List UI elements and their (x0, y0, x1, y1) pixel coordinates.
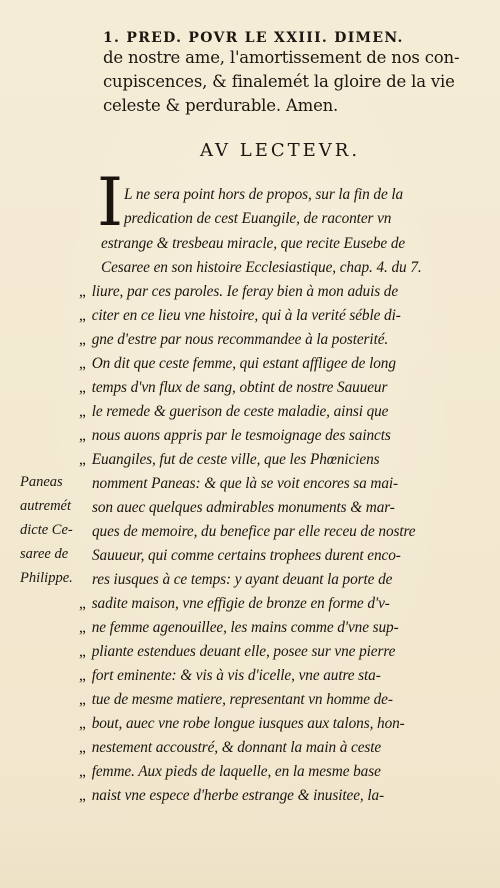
quote-mark: „ (79, 739, 86, 756)
quote-mark: „ (79, 763, 86, 780)
text-line-content: ne femme agenouillee, les mains comme d'vne sup- (91, 619, 399, 636)
closing-line: de nostre ame, l'amortissement de nos con- (103, 48, 460, 67)
text-line-content: femme. Aux pieds de laquelle, en la mesme base (91, 763, 381, 780)
text-line-content: temps d'vn flux de sang, obtint de nostre Sauueur (91, 379, 388, 396)
text-line: estrange & tresbeau miracle, que recite Eusebe de (101, 235, 406, 252)
quote-mark: „ (79, 787, 86, 804)
margin-note: autremét (20, 498, 72, 514)
quote-mark: „ (79, 307, 86, 324)
text-line (79, 643, 395, 661)
text-line (79, 763, 381, 781)
text-line (79, 331, 388, 349)
text-line-content: pliante estendues deuant elle, posee sur vne pierre (91, 643, 396, 660)
text-line-content: naist vne espece d'herbe estrange & inusitee, la- (91, 787, 385, 804)
quote-mark: „ (79, 331, 86, 348)
text-line-content: sadite maison, vne effigie de bronze en forme d'v- (91, 595, 390, 612)
text-line (79, 787, 384, 805)
text-line (79, 451, 380, 469)
drop-cap: I (97, 164, 124, 241)
text-line-content: gne d'estre par nous recommandee à la posterité. (91, 331, 389, 348)
margin-note: Paneas (20, 474, 63, 490)
running-head: 1. PRED. POVR LE XXIII. DIMEN. (103, 30, 404, 46)
quote-mark: „ (79, 667, 86, 684)
text-line: ques de memoire, du benefice par elle receu de nostre (92, 523, 416, 540)
quote-mark: „ (79, 691, 86, 708)
margin-note: saree de (20, 546, 69, 562)
quote-mark: „ (79, 619, 86, 636)
text-line (79, 619, 399, 637)
text-line-content: citer en ce lieu vne histoire, qui à la verité séble di- (91, 307, 401, 324)
text-line: L ne sera point hors de propos, sur la fin de la (124, 186, 404, 203)
quote-mark: „ (79, 355, 86, 372)
text-line (79, 595, 390, 613)
quote-mark: „ (79, 283, 86, 300)
text-line: predication de cest Euangile, de raconter vn (124, 210, 392, 227)
quote-mark: „ (79, 379, 86, 396)
page-shadow (0, 820, 500, 888)
text-line (79, 379, 387, 397)
text-line: nomment Paneas: & que là se voit encores sa mai- (92, 475, 399, 492)
text-line-content: On dit que ceste femme, qui estant affligee de long (91, 355, 396, 372)
text-line (79, 355, 396, 373)
text-line-content: Euangiles, fut de ceste ville, que les Phœniciens (91, 451, 380, 468)
closing-line: celeste & perdurable. Amen. (103, 96, 339, 115)
quote-mark: „ (79, 643, 86, 660)
text-line-content: liure, par ces paroles. Ie feray bien à mon aduis de (91, 283, 399, 300)
text-line (79, 715, 405, 733)
closing-line: cupiscences, & finalemét la gloire de la vie (103, 72, 455, 91)
text-line (79, 739, 381, 757)
text-line (79, 283, 398, 301)
quote-mark: „ (79, 403, 86, 420)
margin-note: Philippe. (20, 570, 73, 586)
text-line-content: nous auons appris par le tesmoignage des saincts (91, 427, 391, 444)
text-line-content: tue de mesme matiere, representant vn homme de- (91, 691, 393, 708)
text-line (79, 307, 401, 325)
quote-mark: „ (79, 427, 86, 444)
text-line: son auec quelques admirables monuments & mar- (92, 499, 395, 516)
text-line-content: fort eminente: & vis à vis d'icelle, vne autre sta- (91, 667, 381, 684)
text-line: Sauueur, qui comme certains trophees durent enco- (92, 547, 401, 564)
text-line-content: le remede & guerison de ceste maladie, ainsi que (91, 403, 389, 420)
section-title: AV LECTEVR. (199, 140, 361, 161)
text-line-content: nestement accoustré, & donnant la main à ceste (91, 739, 382, 756)
text-line (79, 691, 393, 709)
quote-mark: „ (79, 595, 86, 612)
text-line (79, 427, 391, 445)
text-line: Cesaree en son histoire Ecclesiastique, chap. 4. du 7. (101, 259, 422, 276)
text-line (79, 403, 388, 421)
text-line: res iusques à ce temps: y ayant deuant la porte de (92, 571, 393, 588)
quote-mark: „ (79, 715, 86, 732)
margin-note: dicte Ce- (20, 522, 73, 538)
text-line (79, 667, 381, 685)
quote-mark: „ (79, 451, 86, 468)
text-line-content: bout, auec vne robe longue iusques aux talons, hon- (91, 715, 405, 732)
